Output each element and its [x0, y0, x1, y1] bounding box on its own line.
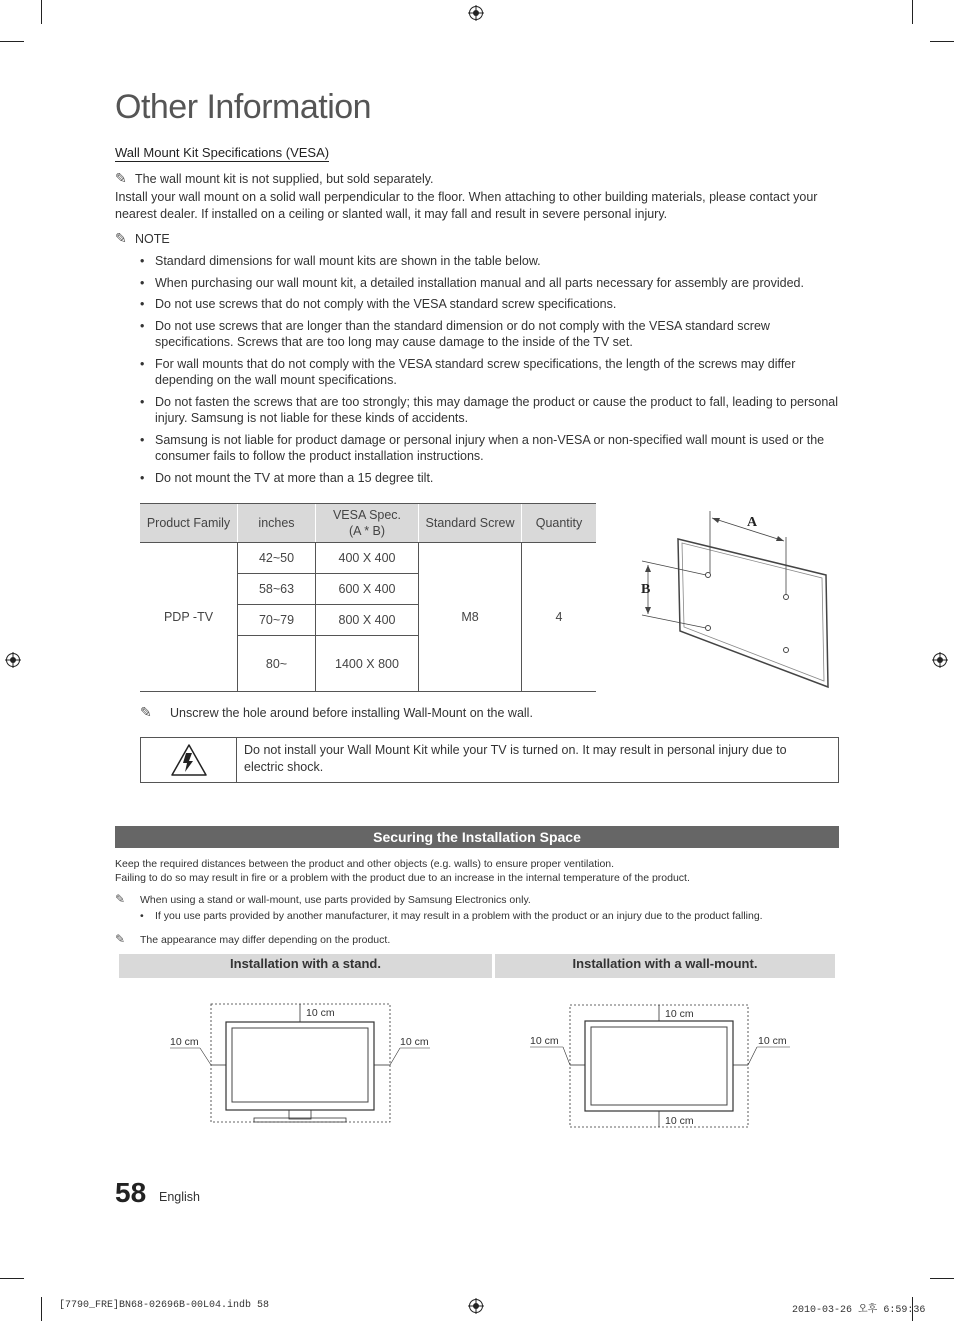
cell-vesa: 800 X 400 [316, 605, 419, 636]
page-title: Other Information [115, 88, 372, 126]
col-header-vesa [316, 504, 419, 543]
crop-mark [930, 41, 954, 42]
registration-mark-icon [932, 652, 948, 668]
crop-mark [41, 1297, 42, 1321]
cell-inches: 70~79 [238, 605, 316, 636]
pencil-note-icon: ✎ [140, 704, 152, 720]
note-label: NOTE [135, 232, 170, 246]
list-item: • For wall mounts that do not comply with the VESA standard screw specifications, the length of the screws may differ depending on the wall mount specifications. [138, 356, 842, 389]
note-unscrew-text: Unscrew the hole around before installing Wall-Mount on the wall. [170, 706, 533, 720]
table-header-row [140, 504, 596, 543]
wall-heading: Installation with a wall-mount. [495, 954, 835, 978]
note-label-row [115, 230, 315, 248]
note-kit-text: The wall mount kit is not supplied, but sold separately. [135, 172, 434, 186]
page-number: 58 [115, 1177, 147, 1208]
dim-top-label: 10 cm [306, 1007, 335, 1019]
pencil-note-icon: ✎ [115, 892, 126, 906]
registration-mark-icon [5, 652, 21, 668]
list-item: • Do not fasten the screws that are too strongly; this may damage the product or cause the product to fall, leading to personal injury. Samsung is not liable for these kinds of accidents. [138, 394, 842, 427]
bullet-icon: • [140, 910, 144, 922]
notes-list [138, 253, 842, 491]
crop-mark [0, 1278, 24, 1279]
col-header-inches: inches [238, 504, 316, 543]
ventilation-line-2: Failing to do so may result in fire or a problem with the product due to an increase in the internal temperature of the product. [115, 872, 690, 884]
note-parts-bullet-text: If you use parts provided by another manufacturer, it may result in a problem with the product or an injury due to the product falling. [155, 910, 763, 922]
section-bar-installation-space: Securing the Installation Space [115, 826, 839, 848]
ventilation-line-1: Keep the required distances between the product and other objects (e.g. walls) to ensure proper ventilation. [115, 858, 615, 870]
dim-left-label: 10 cm [170, 1036, 199, 1048]
crop-mark [0, 41, 24, 42]
cell-inches: 42~50 [238, 543, 316, 574]
list-item: • Samsung is not liable for product damage or personal injury when a non-VESA or non-specified wall mount is used or the consumer fails to follow the product installation instructions. [138, 432, 842, 465]
electric-hazard-icon [170, 743, 208, 777]
list-item: • Do not use screws that do not comply with the VESA standard screw specifications. [138, 296, 842, 313]
list-item: • When purchasing our wall mount kit, a detailed installation manual and all parts necessary for assembly are provided. [138, 275, 842, 292]
note-parts [115, 892, 845, 907]
dim-bottom-label: 10 cm [665, 1115, 694, 1127]
footer-file-info: [7790_FRE]BN68-02696B-00L04.indb 58 [59, 1300, 270, 1311]
col-header-product-family: Product Family [140, 504, 238, 543]
footer-timestamp: 2010-03-26 오후 6:59:36 [792, 1305, 926, 1316]
note-parts-bullet [140, 909, 840, 923]
crop-mark [930, 1278, 954, 1279]
dim-top-label: 10 cm [665, 1008, 694, 1020]
cell-vesa: 1400 X 800 [316, 636, 419, 692]
tv-vesa-diagram [630, 505, 840, 695]
crop-mark [41, 0, 42, 24]
cell-vesa: 600 X 400 [316, 574, 419, 605]
pencil-note-icon: ✎ [115, 230, 127, 246]
stand-heading: Installation with a stand. [119, 954, 492, 978]
note-unscrew [140, 704, 840, 722]
crop-mark [912, 0, 913, 24]
table-row [140, 543, 596, 574]
list-item: • Standard dimensions for wall mount kits are shown in the table below. [138, 253, 842, 270]
section-heading: Wall Mount Kit Specifications (VESA) [115, 145, 330, 160]
dim-right-label: 10 cm [758, 1035, 787, 1047]
vesa-spec-table [140, 503, 596, 692]
cell-inches: 58~63 [238, 574, 316, 605]
dim-left-label: 10 cm [530, 1035, 559, 1047]
note-kit [115, 170, 845, 188]
col-header-quantity: Quantity [522, 504, 597, 543]
stand-clearance-diagram [160, 995, 450, 1130]
col-header-standard-screw: Standard Screw [419, 504, 522, 543]
dim-right-label: 10 cm [400, 1036, 429, 1048]
cell-family: PDP -TV [140, 543, 238, 692]
cell-quantity: 4 [522, 543, 597, 692]
note-appearance-text: The appearance may differ depending on the product. [140, 934, 391, 946]
install-paragraph: Install your wall mount on a solid wall perpendicular to the floor. When attaching to other building materials, please contact your nearest dealer. If installed on a ceiling or slanted wall, it may fall and result in severe personal injury. [115, 190, 818, 221]
note-appearance [115, 932, 845, 947]
registration-mark-icon [468, 1298, 484, 1314]
col-header-vesa-line1: VESA Spec. [332, 508, 402, 522]
warning-text: Do not install your Wall Mount Kit while your TV is turned on. It may result in personal injury due to electric shock. [244, 743, 787, 774]
cell-vesa: 400 X 400 [316, 543, 419, 574]
cell-inches: 80~ [238, 636, 316, 692]
list-item: • Do not mount the TV at more than a 15 degree tilt. [138, 470, 842, 487]
cell-screw: M8 [419, 543, 522, 692]
warning-icon-cell [141, 738, 237, 782]
pencil-note-icon: ✎ [115, 932, 126, 946]
label-b: B [641, 582, 651, 597]
label-a: A [747, 515, 758, 530]
pencil-note-icon: ✎ [115, 170, 127, 186]
page-language: English [159, 1190, 200, 1204]
note-parts-text: When using a stand or wall-mount, use parts provided by Samsung Electronics only. [140, 894, 531, 906]
col-header-vesa-line2: (A * B) [348, 524, 386, 538]
warning-box [140, 737, 839, 783]
list-item: • Do not use screws that are longer than the standard dimension or do not comply with the VESA standard screw specifications. Screws that are too long may cause damage to the inside of the TV set. [138, 318, 842, 351]
registration-mark-icon [468, 5, 484, 21]
wall-mount-clearance-diagram [525, 995, 795, 1135]
